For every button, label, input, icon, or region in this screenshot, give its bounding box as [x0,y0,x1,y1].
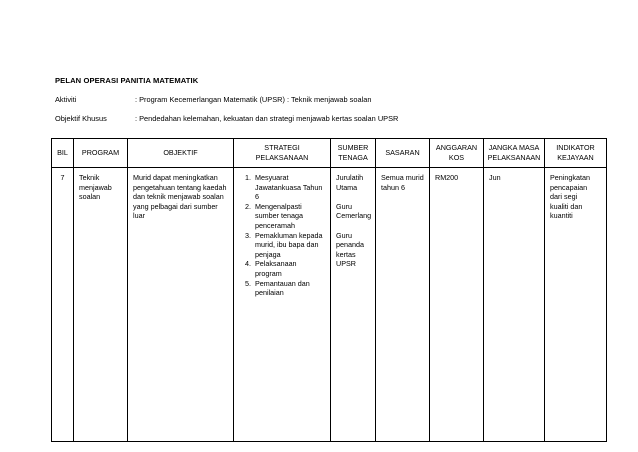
cell-sasaran: Semua murid tahun 6 [376,168,430,442]
header-program: PROGRAM [74,139,128,168]
aktiviti-value: : Program Kecemerlangan Matematik (UPSR) : Teknik menjawab soalan [135,95,372,104]
strategi-item: 2. Mengenalpasti sumber tenaga penceramah [253,202,325,231]
strategi-list [239,173,325,298]
header-jangka-masa: JANGKA MASA PELAKSANAAN [484,139,545,168]
header-objektif: OBJEKTIF [128,139,234,168]
header-anggaran-kos: ANGGARAN KOS [430,139,484,168]
cell-strategi [234,168,331,442]
table-row [52,168,607,442]
header-strategi-pelaksanaan: STRATEGI PELAKSANAAN [234,139,331,168]
page-title: PELAN OPERASI PANITIA MATEMATIK [55,76,199,85]
strategi-item: 5. Pemantauan dan penilaian [253,279,325,298]
header-sumber-tenaga: SUMBER TENAGA [331,139,376,168]
cell-indikator: Peningkatan pencapaian dari segi kualiti dan kuantiti [545,168,607,442]
cell-objektif: Murid dapat meningkatkan pengetahuan tentang kaedah dan teknik menjawab soalan yang pelbagai dari sumber luar [128,168,234,442]
objektif-khusus-value: : Pendedahan kelemahan, kekuatan dan strategi menjawab kertas soalan UPSR [135,114,399,123]
strategi-item: 4. Pelaksanaan program [253,259,325,278]
header-bil: BIL [52,139,74,168]
cell-anggaran-kos: RM200 [430,168,484,442]
plan-table [51,138,607,442]
cell-jangka-masa: Jun [484,168,545,442]
cell-program: Teknik menjawab soalan [74,168,128,442]
table-header-row [52,139,607,168]
objektif-khusus-label: Objektif Khusus [55,114,107,123]
strategi-item: 3. Pemakluman kepada murid, ibu bapa dan penjaga [253,231,325,260]
strategi-item: 1. Mesyuarat Jawatankuasa Tahun 6 [253,173,325,202]
cell-sumber: Jurulatih Utama Guru Cemerlang Guru penanda kertas UPSR [331,168,376,442]
aktiviti-label: Aktiviti [55,95,77,104]
cell-bil: 7 [52,168,74,442]
header-sasaran: SASARAN [376,139,430,168]
header-indikator-kejayaan: INDIKATOR KEJAYAAN [545,139,607,168]
